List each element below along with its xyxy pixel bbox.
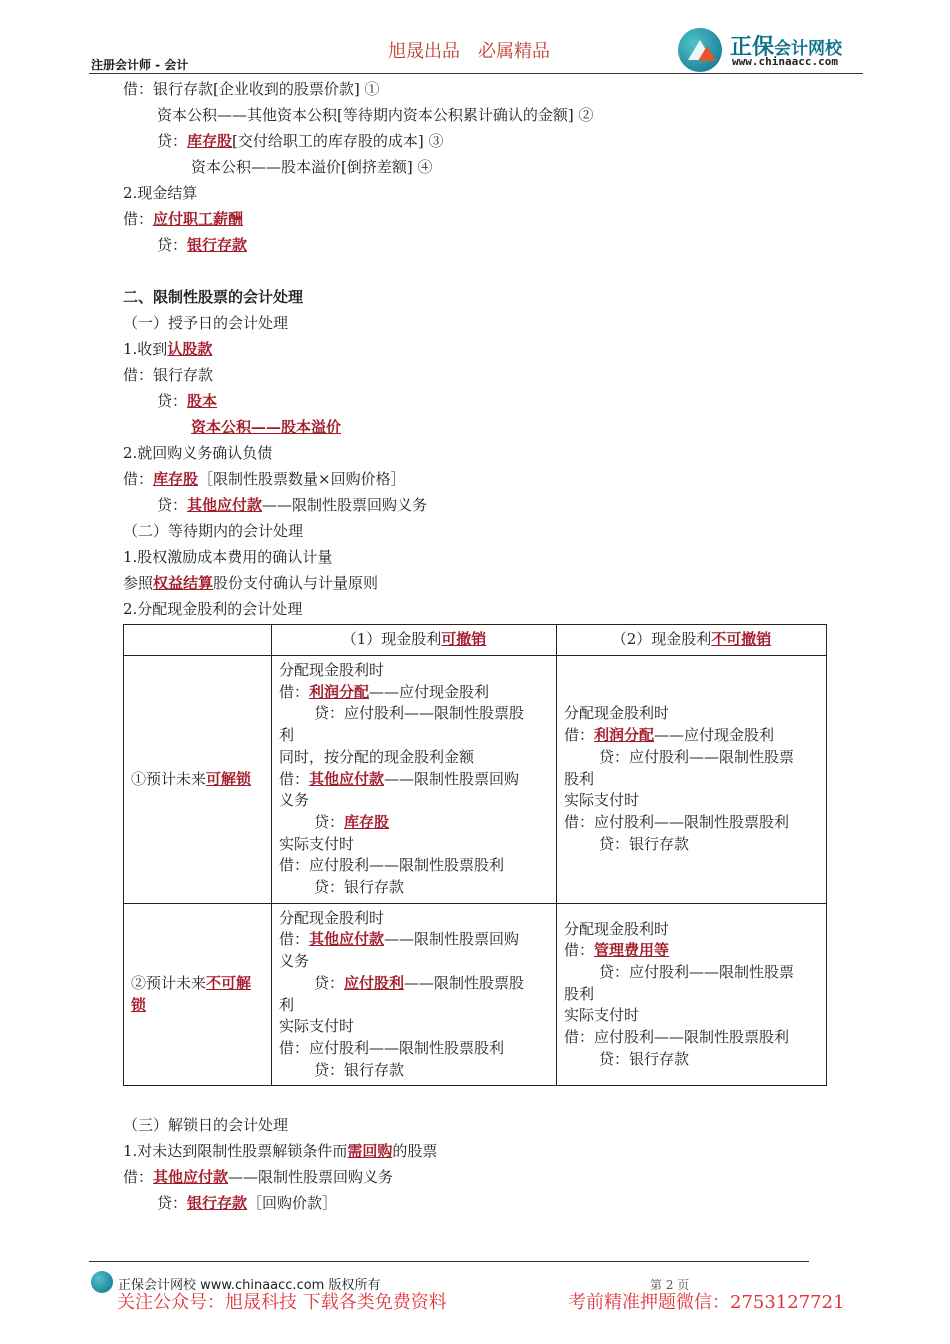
logo-accent-icon <box>698 46 716 61</box>
dividend-accounting-table <box>123 624 827 1086</box>
table-header-row <box>124 625 827 656</box>
text-line: 参照权益结算股份支付确认与计量原则 <box>123 574 379 592</box>
text-line: 2.现金结算 <box>123 184 198 202</box>
table-row <box>124 903 827 1086</box>
header-divider <box>89 73 863 74</box>
text-line: 贷：其他应付款——限制性股票回购义务 <box>157 496 428 514</box>
footer-logo-icon <box>91 1271 113 1293</box>
text-line: 借：库存股［限制性股票数量×回购价格］ <box>123 470 406 488</box>
text-line: 2.就回购义务确认负债 <box>123 444 273 462</box>
table-cell: 分配现金股利时 借：利润分配——应付现金股利 贷：应付股利——限制性股票股 利 同时，按分配的现金股利金额 借：其他应付款——限制性股票回购 义务 贷：库存股 实际支付时 借：应付股利——限制性股票股利 贷：银行存款 <box>272 656 557 904</box>
text-line: 1.对未达到限制性股票解锁条件而需回购的股票 <box>123 1142 438 1160</box>
table-cell: 分配现金股利时 借：利润分配——应付现金股利 贷：应付股利——限制性股票 股利 实际支付时 借：应付股利——限制性股票股利 贷：银行存款 <box>557 656 827 904</box>
text-line: 借：银行存款[企业收到的股票价款] ① <box>123 80 380 98</box>
row-label-not-unlockable: ②预计未来不可解 锁 <box>124 903 272 1086</box>
table-header-empty <box>124 625 272 656</box>
text-line: 贷：股本 <box>157 392 218 410</box>
footer-divider <box>89 1261 809 1262</box>
table-cell: 分配现金股利时 借：管理费用等 贷：应付股利——限制性股票 股利 实际支付时 借：应付股利——限制性股票股利 贷：银行存款 <box>557 903 827 1086</box>
promo-wechat-contact: 考前精准押题微信：2753127721 <box>568 1292 845 1313</box>
subsection-heading: （三）解锁日的会计处理 <box>123 1116 289 1134</box>
promo-wechat-account: 关注公众号：旭晟科技 下载各类免费资料 <box>117 1292 447 1313</box>
text-line: 借：应付职工薪酬 <box>123 210 244 228</box>
text-line: 贷：银行存款［回购价款］ <box>157 1194 338 1212</box>
row-label-unlockable: ①预计未来可解锁 <box>124 656 272 904</box>
text-line: 借：银行存款 <box>123 366 214 384</box>
section-heading: 二、限制性股票的会计处理 <box>123 288 304 306</box>
logo-circle-icon <box>678 28 722 72</box>
text-line: 资本公积——股本溢价 <box>191 418 342 436</box>
table-header-irrevocable: （2）现金股利不可撤销 <box>557 625 827 656</box>
text-line: 资本公积——股本溢价[倒挤差额] ④ <box>191 158 433 176</box>
table-cell: 分配现金股利时 借：其他应付款——限制性股票回购 义务 贷：应付股利——限制性股票股 利 实际支付时 借：应付股利——限制性股票股利 贷：银行存款 <box>272 903 557 1086</box>
logo-url: www.chinaacc.com <box>732 55 838 68</box>
text-line: 1.收到认股款 <box>123 340 213 358</box>
text-line: 贷：库存股[交付给职工的库存股的成本] ③ <box>157 132 444 150</box>
text-line: 2.分配现金股利的会计处理 <box>123 600 303 618</box>
header-slogan: 旭晟出品 必属精品 <box>388 41 550 62</box>
subsection-heading: （一）授予日的会计处理 <box>123 314 289 332</box>
logo-brand-text: 正保会计网校 <box>730 35 843 60</box>
subsection-heading: （二）等待期内的会计处理 <box>123 522 304 540</box>
text-line: 借：其他应付款——限制性股票回购义务 <box>123 1168 394 1186</box>
brand-logo <box>678 26 868 74</box>
page-number: 第 2 页 <box>650 1278 690 1292</box>
table-header-revocable: （1）现金股利可撤销 <box>272 625 557 656</box>
text-line: 贷：银行存款 <box>157 236 248 254</box>
footer-copyright: 正保会计网校 www.chinaacc.com 版权所有 <box>118 1278 381 1293</box>
text-line: 1.股权激励成本费用的确认计量 <box>123 548 333 566</box>
table-row <box>124 656 827 904</box>
text-line: 资本公积——其他资本公积[等待期内资本公积累计确认的金额] ② <box>157 106 594 124</box>
document-series-title: 注册会计师 - 会计 <box>91 58 189 72</box>
